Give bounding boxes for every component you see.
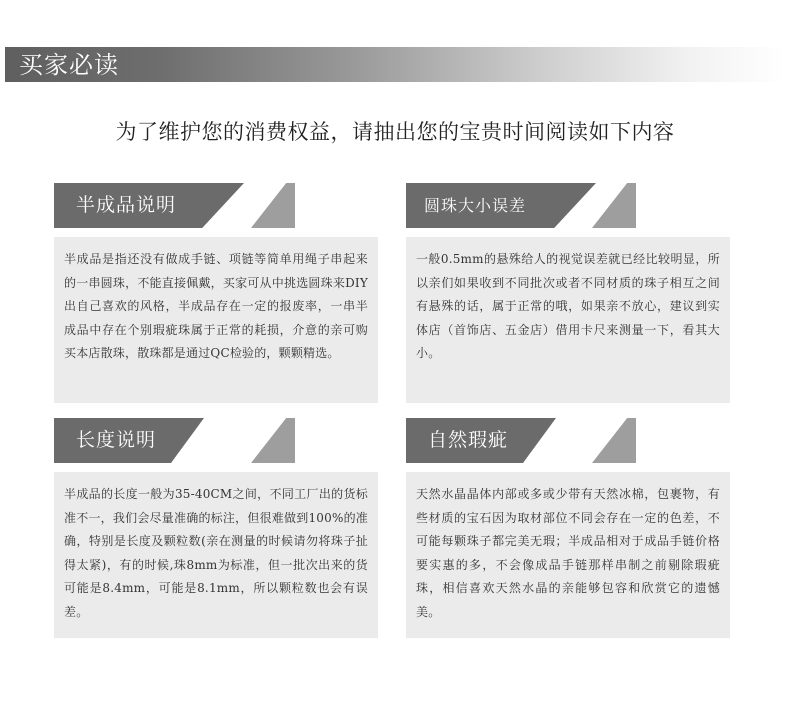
section-header [54, 183, 378, 228]
section-body [54, 472, 378, 638]
section-body [54, 237, 378, 403]
section-title: 长度说明 [76, 429, 157, 451]
section-natural-flaws [406, 418, 730, 619]
section-text: 半成品是指还没有做成手链、项链等简单用绳子串起来的一串圆珠，不能直接佩戴，买家可从中挑选圆珠来DIY出自己喜欢的风格，半成品存在一定的报废率，一串半成品中存在个别瑕疵珠属于正常的耗损，介意的亲可购买本店散珠，散珠都是通过QC检验的，颗颗精选。 [64, 252, 368, 360]
section-length [54, 418, 378, 619]
section-body [406, 472, 730, 638]
section-bead-size-error [406, 183, 730, 360]
section-title: 半成品说明 [76, 194, 177, 216]
section-header [406, 418, 730, 463]
section-text: 半成品的长度一般为35-40CM之间，不同工厂出的货标准不一，我们会尽量准确的标注，但很难做到100%的准确，特别是长度及颗粒数(亲在测量的时候请勿将珠子扯得太紧)，有的时候,珠8mm为标准，但一批次出来的货可能是8.4mm，可能是8.1mm，所以颗粒数也会有误差。 [64, 487, 368, 619]
section-decoration [592, 418, 636, 463]
header-title: 买家必读 [19, 51, 119, 79]
section-decoration [251, 183, 295, 228]
section-decoration [592, 183, 636, 228]
section-title: 圆珠大小误差 [424, 196, 527, 215]
section-body [406, 237, 730, 403]
header-banner [5, 47, 785, 82]
section-title: 自然瑕疵 [428, 429, 509, 451]
page-subtitle: 为了维护您的消费权益，请抽出您的宝贵时间阅读如下内容 [115, 120, 675, 144]
section-semi-finished [54, 183, 378, 360]
section-header [406, 183, 730, 228]
section-header [54, 418, 378, 463]
section-text: 一般0.5mm的悬殊给人的视觉误差就已经比较明显，所以亲们如果收到不同批次或者不同材质的珠子相互之间有悬殊的话，属于正常的哦，如果亲不放心，建议到实体店（首饰店、五金店）借用卡尺来测量一下，看其大小。 [416, 252, 720, 360]
section-decoration [251, 418, 295, 463]
section-text: 天然水晶晶体内部或多或少带有天然冰棉，包裹物，有些材质的宝石因为取材部位不同会存在一定的色差，不可能每颗珠子都完美无瑕；半成品相对于成品手链价格要实惠的多，不会像成品手链那样串制之前剔除瑕疵珠，相信喜欢天然水晶的亲能够包容和欣赏它的遗憾美。 [416, 487, 720, 619]
